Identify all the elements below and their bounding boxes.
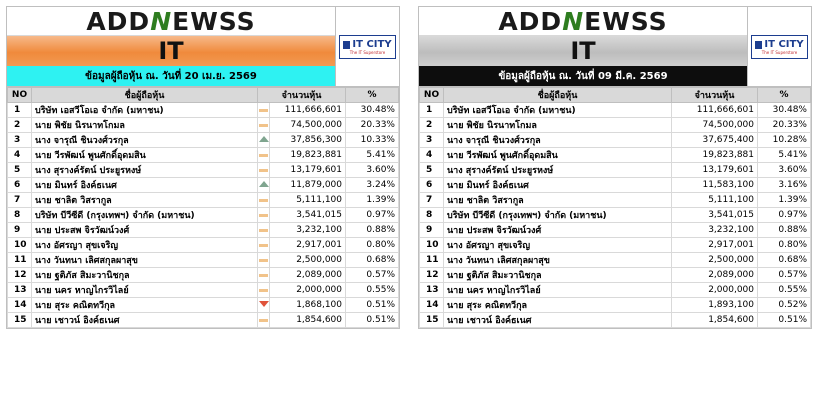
share-count: 2,500,000 — [672, 253, 758, 268]
table-row — [8, 163, 399, 178]
row-no: 5 — [8, 163, 32, 178]
share-percent: 0.51% — [758, 313, 811, 328]
no-change-dash-icon — [259, 289, 268, 292]
row-no: 10 — [8, 238, 32, 253]
stock-title: IT — [7, 36, 335, 66]
row-no: 8 — [8, 208, 32, 223]
share-count: 2,000,000 — [672, 283, 758, 298]
share-percent: 3.16% — [758, 178, 811, 193]
table-row — [420, 283, 811, 298]
panel-header — [7, 7, 399, 87]
table-row — [8, 208, 399, 223]
table-row — [8, 223, 399, 238]
as-of-date: ข้อมูลผู้ถือหุ้น ณ. วันที่ 20 เม.ย. 2569 — [7, 66, 335, 86]
row-no: 6 — [420, 178, 444, 193]
it-city-logo: IT CITY The IT Superstore — [751, 35, 808, 59]
brand-badge-cell — [748, 7, 811, 86]
current-holders-panel — [6, 6, 400, 329]
change-indicator-cell — [258, 118, 270, 133]
share-count: 1,854,600 — [270, 313, 346, 328]
share-count: 11,879,000 — [270, 178, 346, 193]
row-no: 1 — [420, 103, 444, 118]
holder-name: นาง วันทนา เลิศสกุลผาสุข — [444, 253, 672, 268]
row-no: 13 — [8, 283, 32, 298]
row-no: 11 — [8, 253, 32, 268]
table-row — [420, 148, 811, 163]
share-count: 3,541,015 — [672, 208, 758, 223]
table-row — [8, 268, 399, 283]
no-change-dash-icon — [259, 214, 268, 217]
share-percent: 1.39% — [346, 193, 399, 208]
share-percent: 0.51% — [346, 313, 399, 328]
up-triangle-icon — [259, 181, 269, 187]
share-count: 5,111,100 — [672, 193, 758, 208]
row-no: 4 — [420, 148, 444, 163]
shareholder-table — [7, 87, 399, 328]
row-no: 3 — [420, 133, 444, 148]
no-change-dash-icon — [259, 319, 268, 322]
holder-name: นาง อัศรญา สุขเจริญ — [444, 238, 672, 253]
no-change-dash-icon — [259, 199, 268, 202]
row-no: 9 — [8, 223, 32, 238]
holder-name: นาย เชาวน์ อิงค์ธเนศ — [444, 313, 672, 328]
table-row — [420, 253, 811, 268]
row-no: 12 — [420, 268, 444, 283]
share-percent: 0.68% — [758, 253, 811, 268]
row-no: 12 — [8, 268, 32, 283]
holder-name: นาง วันทนา เลิศสกุลผาสุข — [32, 253, 258, 268]
table-row — [8, 178, 399, 193]
change-indicator-cell — [258, 283, 270, 298]
holder-name: นาง จารุณี ชินวงศ์วรกุล — [32, 133, 258, 148]
change-indicator-cell — [258, 223, 270, 238]
share-count: 2,917,001 — [270, 238, 346, 253]
row-no: 8 — [420, 208, 444, 223]
table-row — [420, 268, 811, 283]
share-percent: 20.33% — [346, 118, 399, 133]
holder-name: นาย วีรพัฒน์ พูนศักดิ์อุดมสิน — [32, 148, 258, 163]
share-percent: 5.41% — [758, 148, 811, 163]
up-triangle-icon — [259, 136, 269, 142]
col-no: NO — [420, 88, 444, 103]
share-count: 13,179,601 — [672, 163, 758, 178]
row-no: 3 — [8, 133, 32, 148]
holder-name: นาย มินทร์ อิงค์ธเนศ — [32, 178, 258, 193]
holder-name: นาง อัศรญา สุขเจริญ — [32, 238, 258, 253]
share-percent: 3.60% — [758, 163, 811, 178]
share-percent: 0.55% — [758, 283, 811, 298]
header-main — [419, 7, 748, 86]
no-change-dash-icon — [259, 259, 268, 262]
share-count: 74,500,000 — [672, 118, 758, 133]
table-row — [420, 238, 811, 253]
share-percent: 20.33% — [758, 118, 811, 133]
share-count: 111,666,601 — [270, 103, 346, 118]
row-no: 14 — [420, 298, 444, 313]
holder-name: นาย เชาวน์ อิงค์ธเนศ — [32, 313, 258, 328]
share-percent: 0.97% — [758, 208, 811, 223]
holder-name: นาย สุระ คณิตทวีกุล — [32, 298, 258, 313]
row-no: 5 — [420, 163, 444, 178]
change-indicator-cell — [258, 163, 270, 178]
holder-name: นาย ฐติภัส สิมะวานิชกุล — [32, 268, 258, 283]
share-count: 11,583,100 — [672, 178, 758, 193]
holder-name: บริษัท เอสวีโอเอ จำกัด (มหาชน) — [444, 103, 672, 118]
no-change-dash-icon — [259, 124, 268, 127]
share-percent: 10.28% — [758, 133, 811, 148]
table-row — [8, 133, 399, 148]
share-count: 74,500,000 — [270, 118, 346, 133]
holder-name: นาย พิชัย นิรนาทโกมล — [32, 118, 258, 133]
share-count: 2,500,000 — [270, 253, 346, 268]
share-percent: 0.97% — [346, 208, 399, 223]
change-indicator-cell — [258, 253, 270, 268]
no-change-dash-icon — [259, 169, 268, 172]
col-name: ชื่อผู้ถือหุ้น — [444, 88, 672, 103]
table-row — [8, 148, 399, 163]
share-percent: 0.57% — [346, 268, 399, 283]
table-row — [8, 193, 399, 208]
share-percent: 0.88% — [758, 223, 811, 238]
row-no: 10 — [420, 238, 444, 253]
no-change-dash-icon — [259, 109, 268, 112]
as-of-date: ข้อมูลผู้ถือหุ้น ณ. วันที่ 09 มี.ค. 2569 — [419, 66, 747, 86]
table-row — [8, 283, 399, 298]
change-indicator-cell — [258, 298, 270, 313]
share-percent: 0.51% — [346, 298, 399, 313]
share-count: 111,666,601 — [672, 103, 758, 118]
row-no: 1 — [8, 103, 32, 118]
row-no: 2 — [8, 118, 32, 133]
change-indicator-cell — [258, 178, 270, 193]
table-row — [8, 238, 399, 253]
share-count: 1,868,100 — [270, 298, 346, 313]
holder-name: บริษัท เอสวีโอเอ จำกัด (มหาชน) — [32, 103, 258, 118]
col-shares: จำนวนหุ้น — [258, 88, 346, 103]
share-percent: 10.33% — [346, 133, 399, 148]
table-row — [8, 298, 399, 313]
table-row — [420, 178, 811, 193]
table-row — [8, 253, 399, 268]
col-pct: % — [346, 88, 399, 103]
share-percent: 0.88% — [346, 223, 399, 238]
share-count: 19,823,881 — [672, 148, 758, 163]
col-no: NO — [8, 88, 32, 103]
holder-name: บริษัท บีวีซีดี (กรุงเทพฯ) จำกัด (มหาชน) — [444, 208, 672, 223]
share-percent: 0.68% — [346, 253, 399, 268]
addnewss-logo: ADD N EWSS — [7, 7, 335, 36]
share-count: 3,541,015 — [270, 208, 346, 223]
it-city-logo: IT CITY The IT Superstore — [339, 35, 396, 59]
share-percent: 30.48% — [346, 103, 399, 118]
share-count: 13,179,601 — [270, 163, 346, 178]
share-count: 19,823,881 — [270, 148, 346, 163]
share-count: 1,893,100 — [672, 298, 758, 313]
share-percent: 3.24% — [346, 178, 399, 193]
change-indicator-cell — [258, 193, 270, 208]
row-no: 2 — [420, 118, 444, 133]
shareholder-table — [419, 87, 811, 328]
holder-name: นาง สุรางค์รัตน์ ประยูรหงษ์ — [444, 163, 672, 178]
holder-name: นาย นคร หาญไกรวิไลย์ — [32, 283, 258, 298]
share-percent: 0.80% — [346, 238, 399, 253]
col-name: ชื่อผู้ถือหุ้น — [32, 88, 258, 103]
change-indicator-cell — [258, 313, 270, 328]
share-percent: 5.41% — [346, 148, 399, 163]
share-count: 3,232,100 — [270, 223, 346, 238]
row-no: 11 — [420, 253, 444, 268]
no-change-dash-icon — [259, 244, 268, 247]
share-count: 5,111,100 — [270, 193, 346, 208]
panel-header — [419, 7, 811, 87]
no-change-dash-icon — [259, 274, 268, 277]
no-change-dash-icon — [259, 229, 268, 232]
share-percent: 0.52% — [758, 298, 811, 313]
table-row — [420, 313, 811, 328]
change-indicator-cell — [258, 238, 270, 253]
addnewss-logo: ADD N EWSS — [419, 7, 747, 36]
holder-name: นาย นคร หาญไกรวิไลย์ — [444, 283, 672, 298]
share-count: 2,089,000 — [672, 268, 758, 283]
holder-name: นาย ประสพ จิรวัฒน์วงศ์ — [444, 223, 672, 238]
brand-badge-cell — [336, 7, 399, 86]
holder-name: นาง สุรางค์รัตน์ ประยูรหงษ์ — [32, 163, 258, 178]
table-row — [420, 223, 811, 238]
table-row — [420, 193, 811, 208]
row-no: 7 — [8, 193, 32, 208]
header-main — [7, 7, 336, 86]
row-no: 9 — [420, 223, 444, 238]
row-no: 7 — [420, 193, 444, 208]
holder-name: นาย พิชัย นิรนาทโกมล — [444, 118, 672, 133]
change-indicator-cell — [258, 103, 270, 118]
share-count: 37,675,400 — [672, 133, 758, 148]
share-percent: 0.57% — [758, 268, 811, 283]
down-triangle-icon — [259, 301, 269, 307]
share-count: 2,089,000 — [270, 268, 346, 283]
table-row — [420, 133, 811, 148]
holder-name: นาย วีรพัฒน์ พูนศักดิ์อุดมสิน — [444, 148, 672, 163]
holder-name: นาง จารุณี ชินวงศ์วรกุล — [444, 133, 672, 148]
stock-title: IT — [419, 36, 747, 66]
change-indicator-cell — [258, 133, 270, 148]
holder-name: นาย ชาลิต วิสรากูล — [32, 193, 258, 208]
col-pct: % — [758, 88, 811, 103]
change-indicator-cell — [258, 268, 270, 283]
table-row — [8, 313, 399, 328]
holder-name: นาย ชาลิต วิสรากูล — [444, 193, 672, 208]
row-no: 15 — [420, 313, 444, 328]
holder-name: นาย สุระ คณิตทวีกุล — [444, 298, 672, 313]
no-change-dash-icon — [259, 154, 268, 157]
it-city-square-icon — [343, 41, 350, 49]
share-count: 2,000,000 — [270, 283, 346, 298]
share-percent: 0.55% — [346, 283, 399, 298]
table-row — [8, 103, 399, 118]
col-shares: จำนวนหุ้น — [672, 88, 758, 103]
share-percent: 3.60% — [346, 163, 399, 178]
holder-name: บริษัท บีวีซีดี (กรุงเทพฯ) จำกัด (มหาชน) — [32, 208, 258, 223]
table-row — [420, 208, 811, 223]
table-row — [420, 298, 811, 313]
holder-name: นาย ประสพ จิรวัฒน์วงศ์ — [32, 223, 258, 238]
row-no: 13 — [420, 283, 444, 298]
holder-name: นาย ฐติภัส สิมะวานิชกุล — [444, 268, 672, 283]
row-no: 15 — [8, 313, 32, 328]
share-percent: 0.80% — [758, 238, 811, 253]
row-no: 6 — [8, 178, 32, 193]
share-count: 1,854,600 — [672, 313, 758, 328]
table-row — [420, 163, 811, 178]
share-count: 2,917,001 — [672, 238, 758, 253]
previous-holders-panel — [418, 6, 812, 329]
change-indicator-cell — [258, 148, 270, 163]
share-count: 3,232,100 — [672, 223, 758, 238]
share-percent: 1.39% — [758, 193, 811, 208]
holder-name: นาย มินทร์ อิงค์ธเนศ — [444, 178, 672, 193]
row-no: 14 — [8, 298, 32, 313]
table-row — [420, 103, 811, 118]
row-no: 4 — [8, 148, 32, 163]
share-count: 37,856,300 — [270, 133, 346, 148]
table-row — [8, 118, 399, 133]
it-city-square-icon — [755, 41, 762, 49]
table-row — [420, 118, 811, 133]
share-percent: 30.48% — [758, 103, 811, 118]
change-indicator-cell — [258, 208, 270, 223]
